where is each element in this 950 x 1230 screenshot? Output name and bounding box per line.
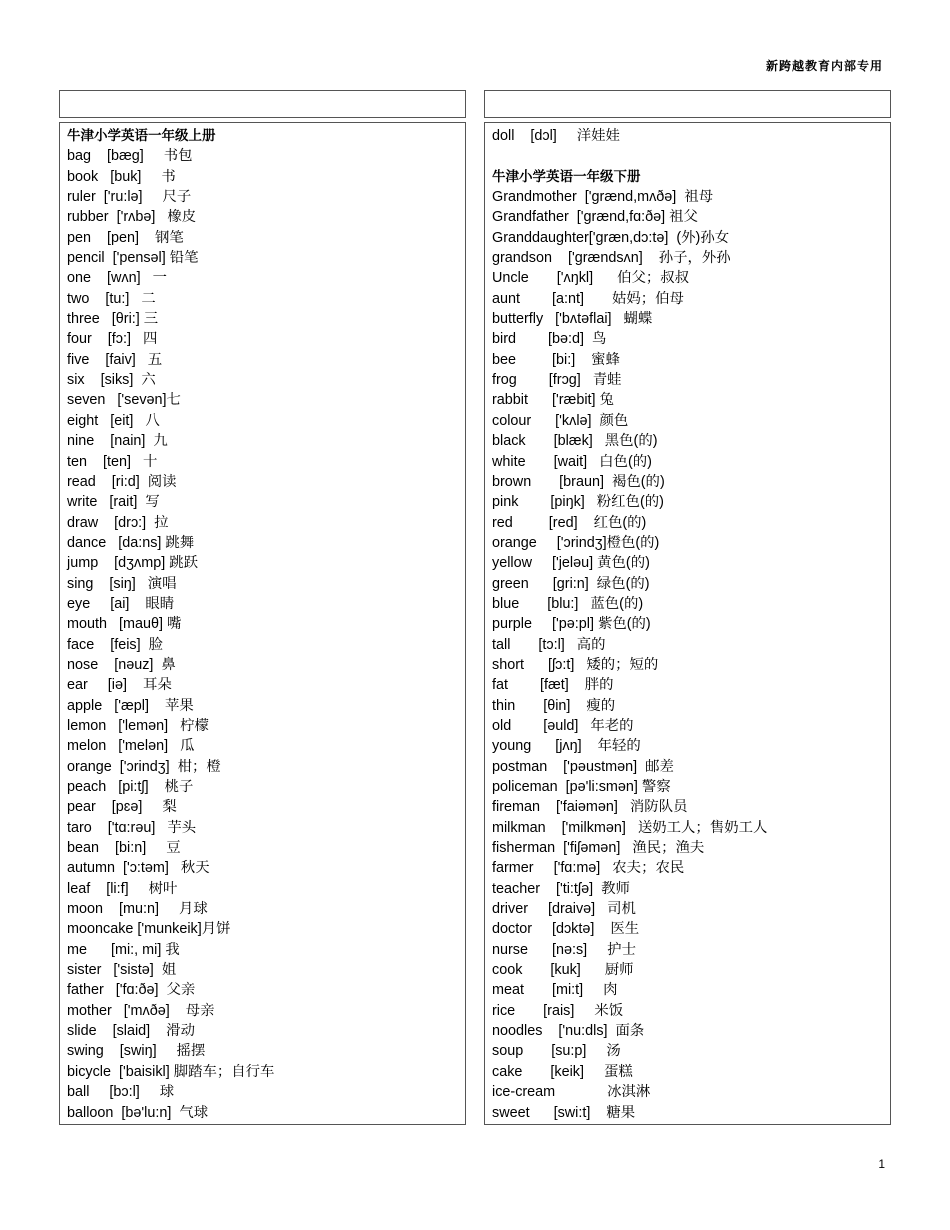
- vocabulary-entry: draw [drɔ:] 拉: [67, 514, 169, 531]
- vocabulary-entry: colour ['kʌlə] 颜色: [492, 412, 629, 429]
- vocabulary-entry: moon [mu:n] 月球: [67, 901, 208, 918]
- vocabulary-entry: sweet [swi:t] 糖果: [492, 1104, 636, 1121]
- vocabulary-entry: red [red] 红色(的): [492, 514, 647, 531]
- vocabulary-entry: bag [bæg] 书包: [67, 148, 193, 165]
- vocabulary-entry: father ['fɑ:ðə] 父亲: [67, 982, 196, 999]
- vocabulary-entry: Uncle ['ʌŋkl] 伯父；叔叔: [492, 270, 690, 287]
- vocabulary-entry: ball [bɔ:l] 球: [67, 1084, 175, 1101]
- vocabulary-entry: thin [θin] 瘦的: [492, 697, 616, 714]
- vocabulary-entry: jump [dʒʌmp] 跳跃: [67, 555, 198, 572]
- vocabulary-entry: mouth [mauθ] 嘴: [67, 616, 182, 633]
- left-top-box: [59, 90, 466, 118]
- vocabulary-entry: orange ['ɔrindʒ]橙色(的): [492, 534, 660, 551]
- vocabulary-entry: fat [fæt] 胖的: [492, 677, 614, 694]
- vocabulary-entry: white [wait] 白色(的): [492, 453, 652, 470]
- right-top-box: [484, 90, 891, 118]
- vocabulary-entry: frog [frɔg] 青蛙: [492, 372, 622, 389]
- vocabulary-entry: young [jʌŋ] 年轻的: [492, 738, 641, 755]
- vocabulary-entry: nose [nəuz] 鼻: [67, 656, 176, 673]
- vocabulary-entry: brown [braun] 褐色(的): [492, 473, 665, 490]
- vocabulary-entry: swing [swiŋ] 摇摆: [67, 1043, 206, 1060]
- vocabulary-entry: cake [keik] 蛋糕: [492, 1063, 633, 1080]
- vocabulary-entry: ruler ['ru:lə] 尺子: [67, 189, 192, 206]
- vocabulary-entry: farmer ['fɑ:mə] 农夫；农民: [492, 860, 685, 877]
- vocabulary-entry: rice [rais] 米饭: [492, 1002, 624, 1019]
- vocabulary-entry: driver [draivə] 司机: [492, 901, 636, 918]
- vocabulary-entry: eight [eit] 八: [67, 412, 160, 429]
- vocabulary-entry: me [mi:, mi] 我: [67, 941, 180, 958]
- vocabulary-entry: slide [slaid] 滑动: [67, 1023, 195, 1040]
- vocabulary-entry: postman ['pəustmən] 邮差: [492, 758, 674, 775]
- vocabulary-entry: doctor [dɔktə] 医生: [492, 921, 640, 938]
- vocabulary-entry: taro ['tɑ:rəu] 芋头: [67, 819, 197, 836]
- vocabulary-entry: nurse [nə:s] 护士: [492, 941, 636, 958]
- vocabulary-entry: short [ʃɔ:t] 矮的；短的: [492, 656, 659, 673]
- vocabulary-entry: green [gri:n] 绿色(的): [492, 575, 650, 592]
- vocabulary-entry: four [fɔ:] 四: [67, 331, 158, 348]
- page-number: 1: [878, 1157, 885, 1171]
- vocabulary-entry: six [siks] 六: [67, 372, 156, 389]
- vocabulary-entry: bee [bi:] 蜜蜂: [492, 351, 620, 368]
- header-note: 新跨越教育内部专用: [765, 59, 883, 73]
- vocabulary-entry: mooncake ['munkeik]月饼: [67, 921, 231, 938]
- vocabulary-entry: meat [mi:t] 肉: [492, 982, 618, 999]
- vocabulary-entry: ice-cream 冰淇淋: [492, 1084, 651, 1101]
- vocabulary-entry: apple ['æpl] 苹果: [67, 697, 194, 714]
- vocabulary-entry: face [feis] 脸: [67, 636, 163, 653]
- vocabulary-entry: purple ['pə:pl] 紫色(的): [492, 616, 651, 633]
- blank-line: [492, 146, 890, 166]
- vocabulary-entry: Granddaughter['græn,dɔ:tə] (外)孙女: [492, 229, 730, 246]
- vocabulary-entry: black [blæk] 黑色(的): [492, 433, 658, 450]
- vocabulary-entry: cook [kuk] 厨师: [492, 962, 634, 979]
- vocabulary-entry: bird [bə:d] 鸟: [492, 331, 607, 348]
- right-vocabulary-column: [484, 122, 891, 1125]
- vocabulary-entry: pen [pen] 钢笔: [67, 229, 184, 246]
- vocabulary-entry: noodles ['nu:dls] 面条: [492, 1023, 645, 1040]
- vocabulary-entry: autumn ['ɔ:təm] 秋天: [67, 860, 210, 877]
- vocabulary-entry: yellow ['jeləu] 黄色(的): [492, 555, 650, 572]
- vocabulary-entry: doll [dɔl] 洋娃娃: [492, 128, 620, 144]
- vocabulary-entry: eye [ai] 眼睛: [67, 595, 175, 612]
- vocabulary-entry: five [faiv] 五: [67, 351, 163, 368]
- vocabulary-entry: blue [blu:] 蓝色(的): [492, 595, 644, 612]
- vocabulary-entry: milkman ['milkmən] 送奶工人；售奶工人: [492, 819, 768, 836]
- section-heading: 牛津小学英语一年级下册: [492, 168, 641, 185]
- vocabulary-entry: mother ['mʌðə] 母亲: [67, 1002, 215, 1019]
- vocabulary-entry: pear [pɛə] 梨: [67, 799, 177, 816]
- vocabulary-entry: bicycle ['baisikl] 脚踏车；自行车: [67, 1063, 275, 1080]
- vocabulary-entry: book [buk] 书: [67, 168, 176, 185]
- vocabulary-entry: bean [bi:n] 豆: [67, 840, 181, 857]
- vocabulary-entry: old [əuld] 年老的: [492, 717, 634, 734]
- vocabulary-entry: policeman [pə'li:smən] 警察: [492, 779, 671, 795]
- vocabulary-entry: fisherman ['fiʃəmən] 渔民；渔夫: [492, 840, 705, 857]
- vocabulary-entry: write [rait] 写: [67, 494, 160, 511]
- vocabulary-entry: three [θri:] 三: [67, 311, 159, 328]
- vocabulary-entry: tall [tɔ:l] 高的: [492, 636, 606, 653]
- vocabulary-entry: rabbit ['ræbit] 兔: [492, 392, 614, 409]
- vocabulary-entry: grandson ['grændsʌn] 孙子，外孙: [492, 250, 731, 267]
- vocabulary-entry: seven ['sevən]七: [67, 392, 181, 409]
- vocabulary-entry: teacher ['ti:tʃə] 教师: [492, 880, 630, 897]
- vocabulary-entry: sing [siŋ] 演唱: [67, 575, 177, 592]
- vocabulary-entry: nine [nain] 九: [67, 433, 168, 450]
- vocabulary-entry: soup [su:p] 汤: [492, 1043, 621, 1060]
- vocabulary-entry: pencil ['pensəl] 铅笔: [67, 250, 199, 267]
- vocabulary-entry: pink [piŋk] 粉红色(的): [492, 494, 664, 511]
- vocabulary-entry: rubber ['rʌbə] 橡皮: [67, 209, 197, 226]
- vocabulary-entry: Grandmother ['grænd,mʌðə] 祖母: [492, 189, 714, 206]
- vocabulary-entry: peach [pi:tʃ] 桃子: [67, 779, 194, 795]
- vocabulary-entry: one [wʌn] 一: [67, 270, 167, 287]
- vocabulary-entry: sister ['sistə] 姐: [67, 962, 177, 979]
- section-heading: 牛津小学英语一年级上册: [67, 128, 216, 144]
- vocabulary-entry: melon ['melən] 瓜: [67, 738, 195, 755]
- vocabulary-entry: butterfly ['bʌtəflai] 蝴蝶: [492, 311, 653, 328]
- vocabulary-entry: aunt [a:nt] 姑妈；伯母: [492, 290, 684, 307]
- vocabulary-entry: balloon [bə'lu:n] 气球: [67, 1104, 209, 1121]
- vocabulary-entry: two [tu:] 二: [67, 290, 156, 307]
- vocabulary-entry: leaf [li:f] 树叶: [67, 880, 178, 897]
- vocabulary-entry: Grandfather ['grænd,fɑ:ðə] 祖父: [492, 209, 698, 226]
- vocabulary-entry: lemon ['lemən] 柠檬: [67, 717, 209, 734]
- vocabulary-entry: orange ['ɔrindʒ] 柑；橙: [67, 758, 221, 775]
- vocabulary-entry: ten [ten] 十: [67, 453, 158, 470]
- vocabulary-entry: read [ri:d] 阅读: [67, 473, 177, 490]
- vocabulary-entry: fireman ['faiəmən] 消防队员: [492, 799, 688, 816]
- left-vocabulary-column: [59, 122, 466, 1125]
- vocabulary-entry: dance [da:ns] 跳舞: [67, 534, 195, 551]
- vocabulary-entry: ear [iə] 耳朵: [67, 677, 172, 694]
